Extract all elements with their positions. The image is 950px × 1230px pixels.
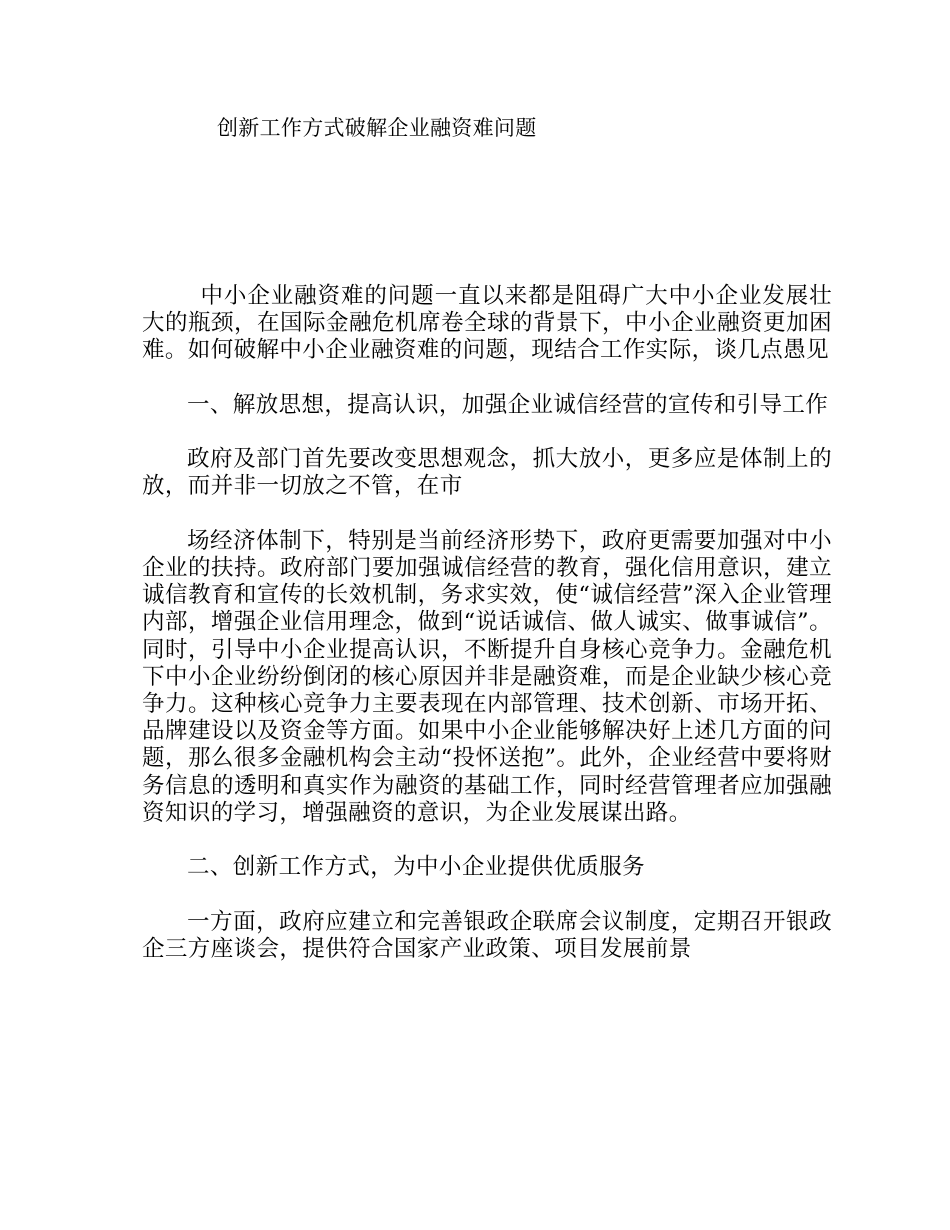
paragraph-market-economy: 场经济体制下，特别是当前经济形势下，政府更需要加强对中小企业的扶持。政府部门要加强诚信经营的教育，强化信用意识，建立诚信教育和宣传的长效机制，务求实效，使“诚信经营”深入企业管理内部，增强企业信用理念，做到“说话诚信、做人诚实、做事诚信”。同时，引导中小企业提高认识，不断提升自身核心竞争力。金融危机下中小企业纷纷倒闭的核心原因并非是融资难，而是企业缺少核心竞争力。这种核心竞争力主要表现在内部管理、技术创新、市场开拓、品牌建设以及资金等方面。如果中小企业能够解决好上述几方面的问题，那么很多金融机构会主动“投怀送抱”。此外，企业经营中要将财务信息的透明和真实作为融资的基础工作，同时经营管理者应加强融资知识的学习，增强融资的意识，为企业发展谋出路。 <box>142 527 832 826</box>
section-heading-2: 二、创新工作方式，为中小企业提供优质服务 <box>187 854 646 881</box>
paragraph-government-change: 政府及部门首先要改变思想观念，抓大放小，更多应是体制上的放，而并非一切放之不管，在市 <box>142 446 832 500</box>
document-body <box>142 283 832 990</box>
document-title: 创新工作方式破解企业融资难问题 <box>217 116 537 140</box>
section-heading-1: 一、解放思想，提高认识，加强企业诚信经营的宣传和引导工作 <box>187 391 829 418</box>
paragraph-on-one-hand: 一方面，政府应建立和完善银政企联席会议制度，定期召开银政企三方座谈会，提供符合国家产业政策、项目发展前景 <box>142 908 832 962</box>
paragraph-intro: 中小企业融资难的问题一直以来都是阻碍广大中小企业发展壮大的瓶颈，在国际金融危机席卷全球的背景下，中小企业融资更加困难。如何破解中小企业融资难的问题，现结合工作实际，谈几点愚见 <box>142 283 832 364</box>
